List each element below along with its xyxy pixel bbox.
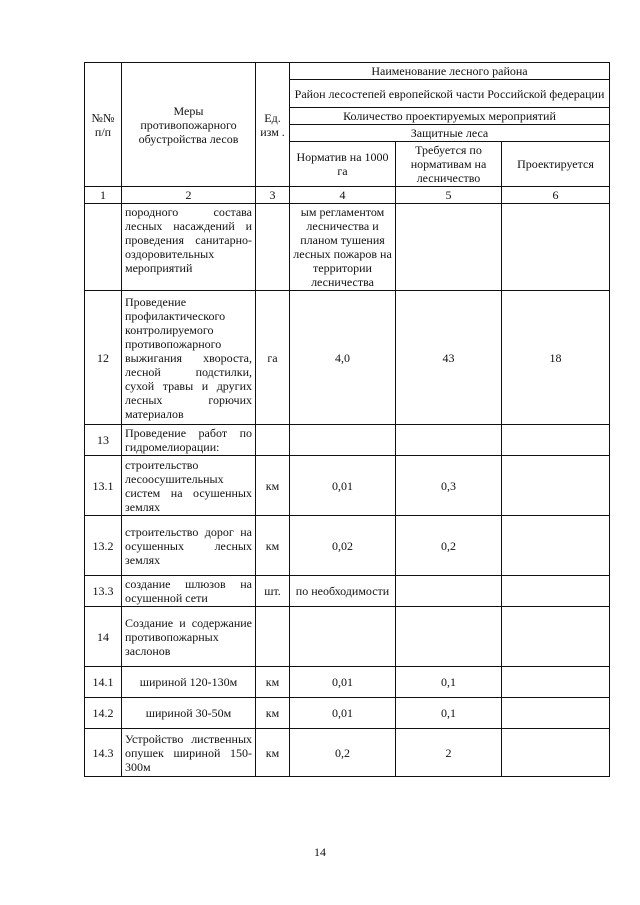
column-number-row	[85, 187, 610, 204]
row-unit: км	[256, 456, 290, 516]
row-measure: Создание и содержание противопожарных заслонов	[122, 607, 256, 667]
row-measure: породного состава лесных насаждений и проведения санитарно-оздоровительных мероприятий	[122, 204, 256, 291]
header-measures: Меры противопожарного обустройства лесов	[122, 63, 256, 187]
row-measure: строительство лесоосушительных систем на осушенных землях	[122, 456, 256, 516]
row-measure: шириной 30-50м	[122, 698, 256, 729]
row-norm: ым регламентом лесничества и планом тушения лесных пожаров на территории лесничества	[290, 204, 396, 291]
row-number: 13.3	[85, 576, 122, 607]
row-projected	[502, 607, 610, 667]
row-unit: км	[256, 667, 290, 698]
fire-prevention-table	[84, 62, 610, 777]
table-row	[85, 516, 610, 576]
row-norm: 0,01	[290, 667, 396, 698]
row-projected	[502, 425, 610, 456]
row-measure: создание шлюзов на осушенной сети	[122, 576, 256, 607]
header-region: Район лесостепей европейской части Российской федерации	[290, 80, 610, 108]
table-row	[85, 291, 610, 425]
row-norm: 0,01	[290, 456, 396, 516]
row-norm	[290, 607, 396, 667]
column-number: 6	[502, 187, 610, 204]
table-row	[85, 667, 610, 698]
table-row	[85, 607, 610, 667]
row-norm: 0,2	[290, 729, 396, 777]
column-number: 1	[85, 187, 122, 204]
header-protective-forests: Защитные леса	[290, 125, 610, 142]
row-required	[396, 607, 502, 667]
row-required	[396, 576, 502, 607]
row-projected	[502, 516, 610, 576]
row-unit: км	[256, 516, 290, 576]
table-row	[85, 204, 610, 291]
header-forest-district: Наименование лесного района	[290, 63, 610, 80]
header-projected: Проектируется	[502, 142, 610, 187]
header-unit: Ед. изм .	[256, 63, 290, 187]
row-projected	[502, 456, 610, 516]
row-number	[85, 204, 122, 291]
row-required: 0,2	[396, 516, 502, 576]
row-unit: га	[256, 291, 290, 425]
header-required: Требуется по нормативам на лесничество	[396, 142, 502, 187]
row-required	[396, 204, 502, 291]
row-projected	[502, 698, 610, 729]
row-unit	[256, 425, 290, 456]
table-row	[85, 456, 610, 516]
row-required: 2	[396, 729, 502, 777]
row-unit: шт.	[256, 576, 290, 607]
row-measure: Проведение профилактического контролируемого противопожарного выжигания хвороста, лесной подстилки, сухой травы и других лесных горючих материалов	[122, 291, 256, 425]
row-required	[396, 425, 502, 456]
row-projected: 18	[502, 291, 610, 425]
column-number: 5	[396, 187, 502, 204]
header-quantity: Количество проектируемых мероприятий	[290, 108, 610, 125]
row-projected	[502, 729, 610, 777]
row-projected	[502, 576, 610, 607]
row-norm: 0,01	[290, 698, 396, 729]
row-required: 0,1	[396, 698, 502, 729]
row-required: 0,1	[396, 667, 502, 698]
row-norm	[290, 425, 396, 456]
table-row	[85, 425, 610, 456]
row-unit	[256, 204, 290, 291]
table-row	[85, 576, 610, 607]
row-unit: км	[256, 729, 290, 777]
row-norm: по необходимости	[290, 576, 396, 607]
row-measure: Устройство лиственных опушек шириной 150-300м	[122, 729, 256, 777]
row-number: 14.1	[85, 667, 122, 698]
row-number: 14.3	[85, 729, 122, 777]
row-measure: строительство дорог на осушенных лесных землях	[122, 516, 256, 576]
row-projected	[502, 204, 610, 291]
header-num: №№ п/п	[85, 63, 122, 187]
row-unit: км	[256, 698, 290, 729]
row-unit	[256, 607, 290, 667]
row-required: 0,3	[396, 456, 502, 516]
row-projected	[502, 667, 610, 698]
row-number: 13	[85, 425, 122, 456]
row-required: 43	[396, 291, 502, 425]
row-number: 12	[85, 291, 122, 425]
column-number: 2	[122, 187, 256, 204]
page-number: 14	[314, 845, 326, 859]
header-norm: Норматив на 1000 га	[290, 142, 396, 187]
row-norm: 0,02	[290, 516, 396, 576]
row-measure: шириной 120-130м	[122, 667, 256, 698]
row-number: 13.1	[85, 456, 122, 516]
row-number: 13.2	[85, 516, 122, 576]
column-number: 4	[290, 187, 396, 204]
table-row	[85, 729, 610, 777]
column-number: 3	[256, 187, 290, 204]
row-number: 14	[85, 607, 122, 667]
row-norm: 4,0	[290, 291, 396, 425]
row-measure: Проведение работ по гидромелиорации:	[122, 425, 256, 456]
table-row	[85, 698, 610, 729]
row-number: 14.2	[85, 698, 122, 729]
